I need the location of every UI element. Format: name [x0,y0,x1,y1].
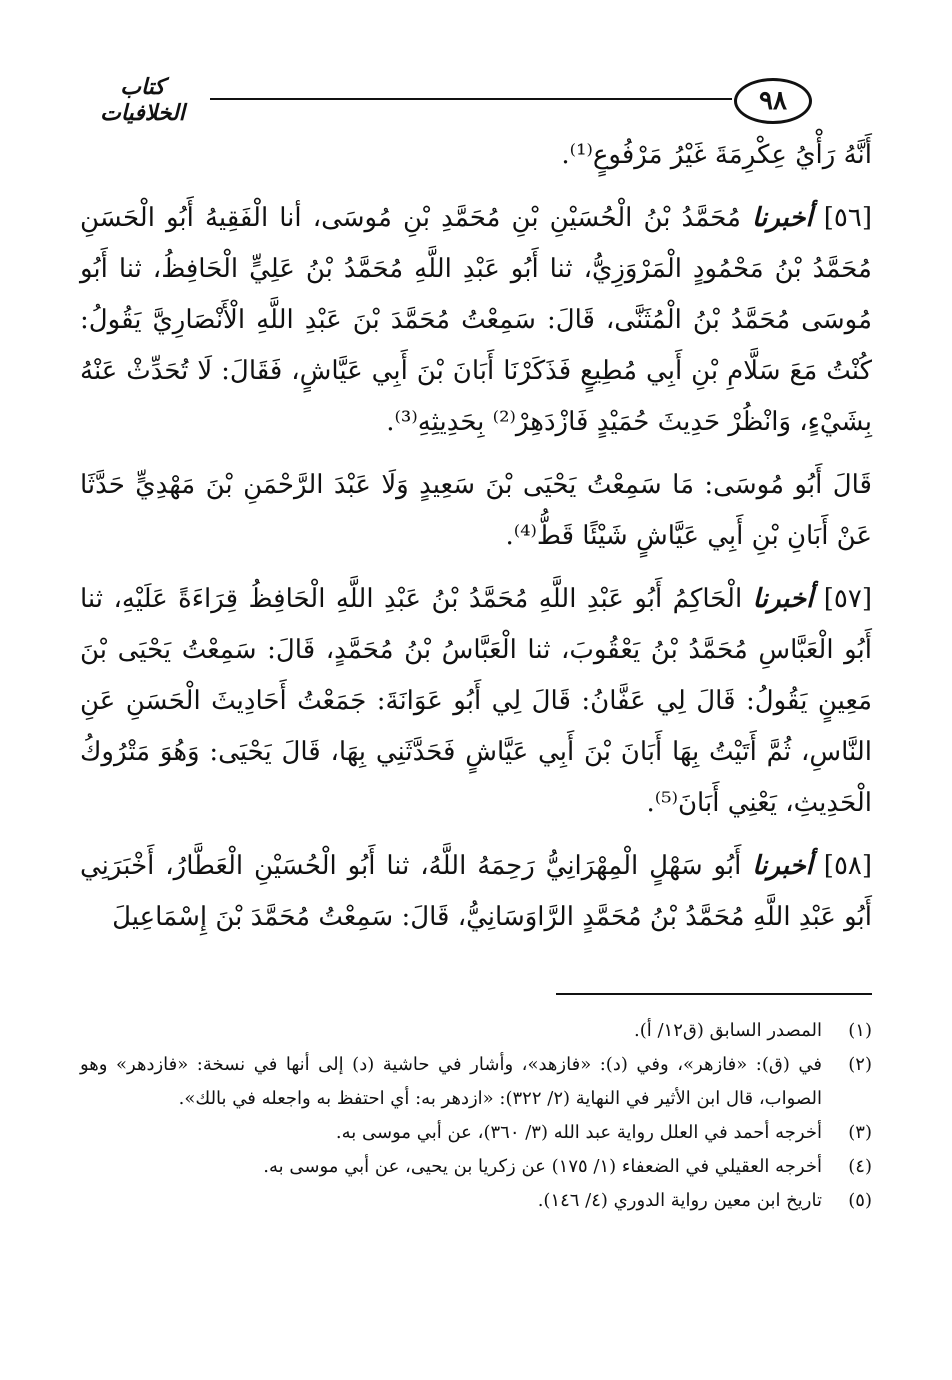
main-text [80,130,872,955]
footnote-2 [80,1048,872,1116]
footnote-number: (٢) [848,1054,872,1075]
hadith-text: مُحَمَّدُ بْنُ الْحُسَيْنِ بْنِ مُحَمَّدِ بْنِ مُوسَى، أنا الْفَقِيهُ أَبُو الْحَسَنِ مُحَمَّدُ بْنُ مَحْمُودٍ الْمَرْوَزِيُّ، ثنا أَبُو عَبْدِ اللَّهِ مُحَمَّدُ بْنُ عَلِيٍّ الْحَافِظُ، ثنا أَبُو مُوسَى مُحَمَّدُ بْنُ الْمُثَنَّى، قَالَ: سَمِعْتُ مُحَمَّدَ بْنَ عَبْدِ اللَّهِ الْأَنْصَارِيَّ يَقُولُ: كُنْتُ مَعَ سَلَّامِ بْنِ أَبِي مُطِيعٍ فَذَكَرْنَا أَبَانَ بْنَ أَبِي عَيَّاشٍ، فَقَالَ: لَا تُحَدِّثْ عَنْهُ بِشَيْءٍ، وَانْظُرْ حَدِيثَ حُمَيْدٍ فَازْدَهِرْ⁽²⁾ بِحَدِيثِهِ⁽³⁾. [80,203,872,437]
hadith-lead-word: أخبرنا [752,203,813,233]
footnotes [80,1014,872,1218]
hadith-number: [٥٨] [823,851,873,881]
hadith-text: أَبُو سَهْلٍ الْمِهْرَانِيُّ رَحِمَهُ اللَّهُ، ثنا أَبُو الْحُسَيْنِ الْعَطَّارُ، أَخْبَرَنِي أَبُو عَبْدِ اللَّهِ مُحَمَّدُ بْنُ مُحَمَّدٍ الرَّاوَسَانِيُّ، قَالَ: سَمِعْتُ مُحَمَّدَ بْنَ إِسْمَاعِيلَ [80,851,872,932]
paragraph-56 [80,193,872,448]
footnote-separator [556,993,872,995]
footnote-text: في (ق): «فازهر»، وفي (د): «فازهد»، وأشار في حاشية (د) إلى أنها في نسخة: «فازدهر» وهو الصواب، قال ابن الأثير في النهاية (٢/ ٣٢٢): «ازدهر به: أي احتفظ به واجعله في بالك». [80,1054,822,1109]
footnote-3 [80,1116,872,1150]
hadith-number: [٥٧] [823,584,873,614]
paragraph-1: أَنَّهُ رَأْيُ عِكْرِمَةَ غَيْرُ مَرْفُوعٍ⁽¹⁾. [561,140,872,170]
header-rule [210,98,732,100]
page-header [80,68,872,128]
hadith-text: الْحَاكِمُ أَبُو عَبْدِ اللَّهِ مُحَمَّدُ بْنُ عَبْدِ اللَّهِ الْحَافِظُ قِرَاءَةً عَلَيْهِ، ثنا أَبُو الْعَبَّاسِ مُحَمَّدُ بْنُ يَعْقُوبَ، ثنا الْعَبَّاسُ بْنُ مُحَمَّدٍ، قَالَ: سَمِعْتُ يَحْيَى بْنَ مَعِينٍ يَقُولُ: قَالَ لِي عَفَّانُ: قَالَ لِي أَبُو عَوَانَةَ: جَمَعْتُ أَحَادِيثَ الْحَسَنِ عَنِ النَّاسِ، ثُمَّ أَتَيْتُ بِهَا أَبَانَ بْنَ أَبِي عَيَّاشٍ فَحَدَّثَنِي بِهَا، قَالَ يَحْيَى: وَهُوَ مَتْرُوكُ الْحَدِيثِ، يَعْنِي أَبَانَ⁽⁵⁾. [80,584,872,818]
footnote-text: أخرجه العقيلي في الضعفاء (١/ ١٧٥) عن زكريا بن يحيى، عن أبي موسى به. [263,1156,822,1177]
footnote-4 [80,1150,872,1184]
book-title: كتاب الخلافيات [100,74,185,126]
footnote-number: (٣) [848,1122,872,1143]
footnote-text: تاريخ ابن معين رواية الدوري (٤/ ١٤٦). [537,1190,822,1211]
footnote-1 [80,1014,872,1048]
footnote-text: أخرجه أحمد في العلل رواية عبد الله (٣/ ٣٦٠)، عن أبي موسى به. [335,1122,822,1143]
paragraph-abu-musa: قَالَ أَبُو مُوسَى: مَا سَمِعْتُ يَحْيَى بْنَ سَعِيدٍ وَلَا عَبْدَ الرَّحْمَنِ بْنَ مَهْدِيٍّ حَدَّثَا عَنْ أَبَانِ بْنِ أَبِي عَيَّاشٍ شَيْئًا قَطُّ⁽⁴⁾. [80,470,872,551]
footnote-number: (٥) [848,1190,872,1211]
footnote-5 [80,1184,872,1218]
hadith-lead-word: أخبرنا [752,851,813,881]
footnote-text: المصدر السابق (ق١٢/ أ). [634,1020,822,1041]
hadith-lead-word: أخبرنا [752,584,814,614]
paragraph-57 [80,574,872,829]
footnote-number: (١) [848,1020,872,1041]
page-number: ٩٨ [734,78,812,124]
paragraph-58 [80,841,872,943]
footnote-number: (٤) [848,1156,872,1177]
hadith-number: [٥٦] [823,203,873,233]
